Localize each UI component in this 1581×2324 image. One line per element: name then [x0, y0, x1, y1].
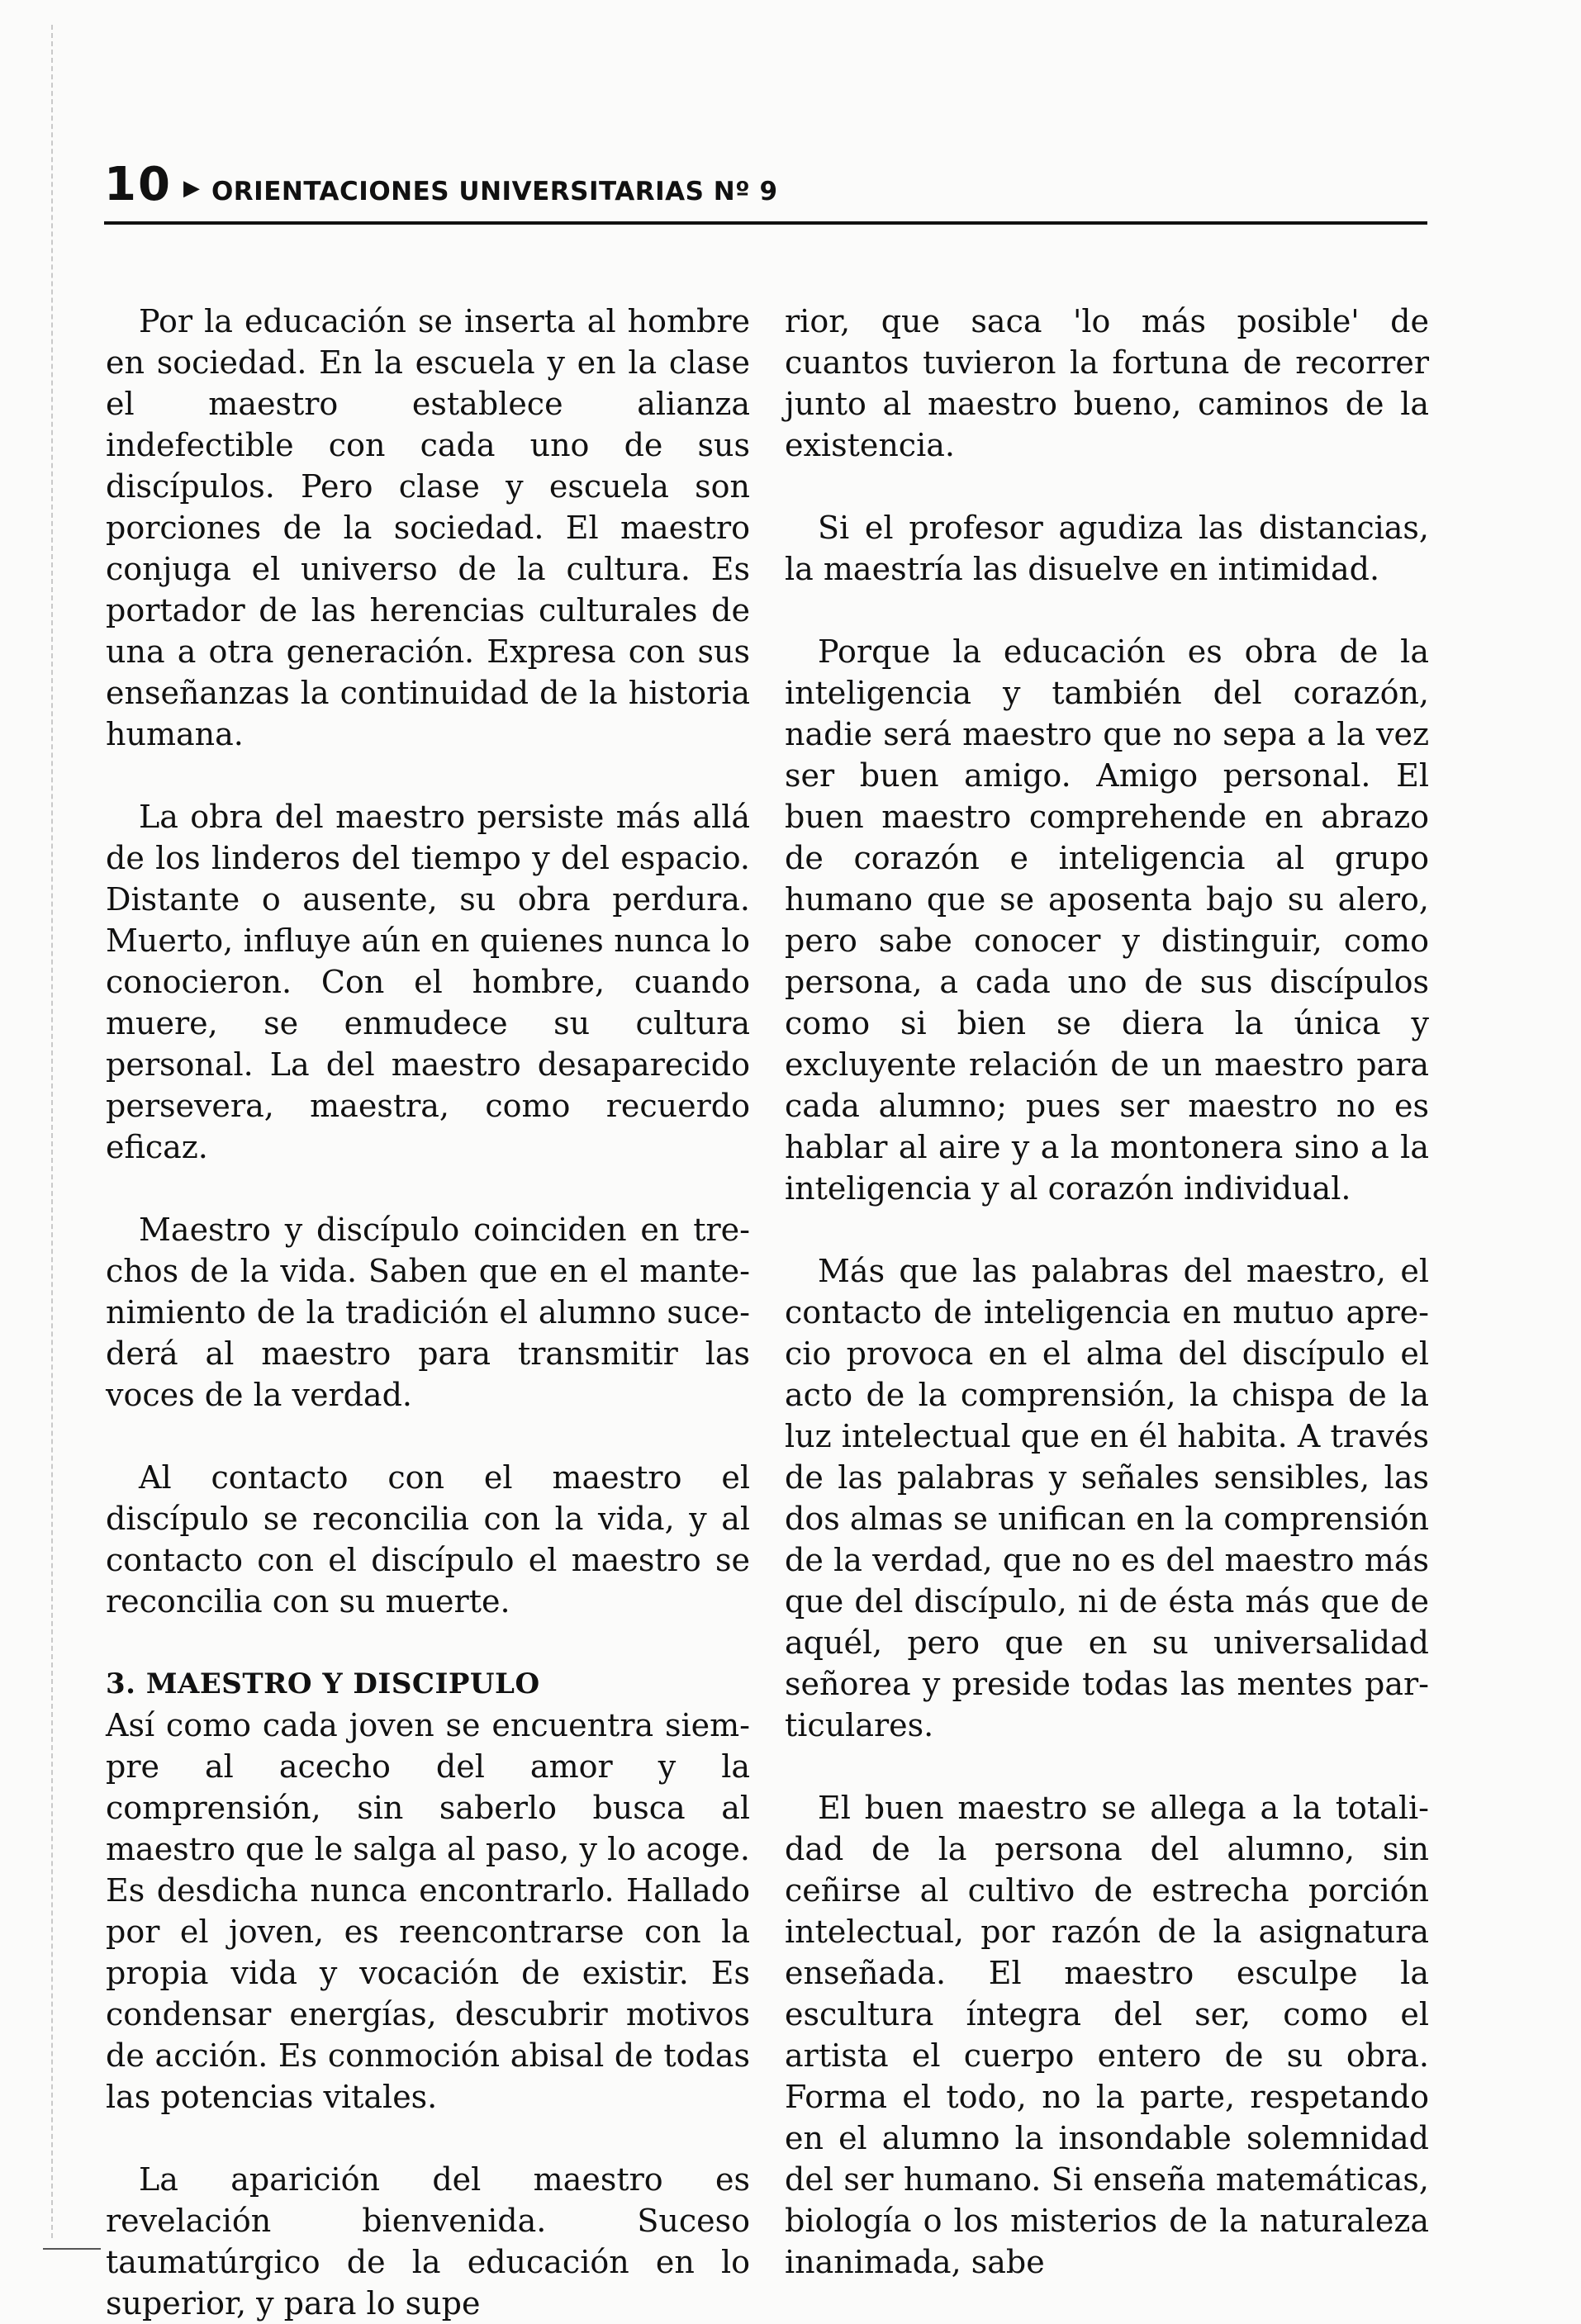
paragraph: Porque la educación es obra de la inteligencia y también del corazón, nadie será maestro que no sepa a la vez ser buen amigo. Amigo personal. El buen maestro comprehende en abrazo de corazón e inteligencia al grupo humano que se aposenta bajo su alero, pero sabe conocer y distinguir, como persona, a cada uno de sus discípulos como si bien se diera la única y excluyente relación de un maestro para cada alumno; pues ser maestro no es hablar al aire y a la montonera sino a la inteligencia y al corazón individual.	[785, 633, 1429, 1207]
paragraph: Más que las palabras del maestro, el contacto de inteligencia en mutuo aprecio provoca en el alma del discípulo el acto de la comprensión, la chispa de la luz intelectual que en él habita. A través de las palabras y señales sensibles, las dos almas se unifican en la comprensión de la verdad, que no es del maestro más que del discípulo, ni de ésta más que de aquél, pero que en su universalidad señorea y preside todas las mentes particulares.	[785, 1253, 1429, 1743]
paragraph: La aparición del maestro es revelación bienvenida. Suceso taumatúrgico de la educación en lo superior, y para lo supe	[106, 2161, 750, 2322]
triangle-right-icon: ▶	[183, 176, 200, 201]
binding-margin-rule	[51, 25, 53, 2238]
left-column	[106, 301, 750, 2324]
paragraph: Así como cada joven se encuentra siempre al acecho del amor y la comprensión, sin saberlo busca al maestro que le salga al paso, y lo acoge. Es desdicha nunca encontrarlo. Hallado por el joven, es reencontrarse con la propia vida y vocación de existir. Es condensar energías, descubrir motivos de acción. Es conmoción abisal de todas las potencias vitales.	[106, 1707, 750, 2115]
page-header	[104, 158, 1426, 211]
paragraph: Maestro y discípulo coinciden en trechos de la vida. Saben que en el mantenimiento de la tradición el alumno sucederá al maestro para transmitir las voces de la verdad.	[106, 1212, 750, 1413]
journal-title: ORIENTACIONES UNIVERSITARIAS Nº 9	[211, 177, 778, 206]
page-number: 10	[104, 158, 172, 211]
paragraph: Por la educación se inserta al hombre en sociedad. En la escuela y en la clase el maestro establece alianza indefectible con cada uno de sus discípulos. Pero clase y escuela son porciones de la sociedad. El maestro conjuga el universo de la cultura. Es portador de las herencias culturales de una a otra generación. Expresa con sus enseñanzas la continuidad de la historia humana.	[106, 303, 750, 752]
right-column	[785, 301, 1429, 2283]
paragraph: El buen maestro se allega a la totalidad de la persona del alumno, sin ceñirse al cultivo de estrecha porción intelectual, por razón de la asignatura enseñada. El maestro esculpe la escultura íntegra del ser, como el artista el cuerpo entero de su obra. Forma el todo, no la parte, respetando en el alumno la insondable solemnidad del ser humano. Si enseña matemáticas, biología o los misterios de la naturaleza inanimada, sabe	[785, 1790, 1429, 2280]
header-rule	[104, 221, 1427, 225]
paragraph-continuation: rior, que saca 'lo más posible' de cuantos tuvieron la fortuna de recorrer junto al maestro bueno, caminos de la existencia.	[785, 303, 1429, 463]
section-heading: 3. MAESTRO Y DISCIPULO	[106, 1667, 540, 1700]
page-corner-mark	[43, 2248, 101, 2250]
paragraph: Si el profesor agudiza las distancias, la maestría las disuelve en intimidad.	[785, 510, 1429, 587]
paragraph: La obra del maestro persiste más allá de los linderos del tiempo y del espacio. Distante o ausente, su obra perdura. Muerto, influye aún en quienes nunca lo conocieron. Con el hombre, cuando muere, se enmudece su cultura personal. La del maestro desaparecido persevera, maestra, como recuerdo eficaz.	[106, 799, 750, 1165]
paragraph: Al contacto con el maestro el discípulo se reconcilia con la vida, y al contacto con el discípulo el maestro se reconcilia con su muerte.	[106, 1459, 750, 1620]
